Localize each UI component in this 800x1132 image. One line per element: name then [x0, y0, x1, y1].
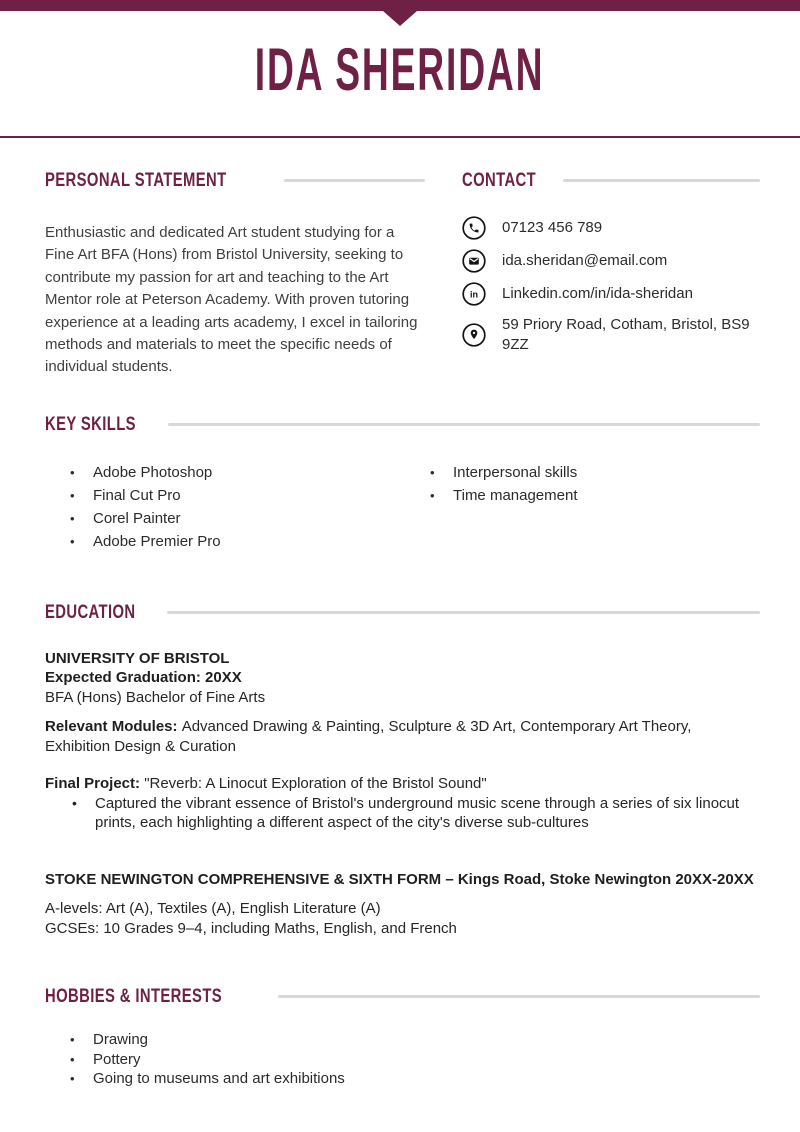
skill-label: Final Cut Pro — [93, 486, 181, 504]
list-item — [70, 461, 430, 484]
svg-text:in: in — [470, 289, 478, 300]
personal-statement-header — [45, 171, 425, 190]
section-rule-line — [167, 611, 760, 614]
list-item — [70, 484, 430, 507]
list-item — [70, 1030, 760, 1050]
bullet-dot: • — [70, 1071, 75, 1087]
final-project-description: Captured the vibrant essence of Bristol's underground music scene through a series of six linocut prints, each highlighting a different aspect of the city's diverse sub-cultures — [95, 794, 740, 832]
skills-list — [45, 461, 760, 553]
modules-text: Advanced Drawing & Painting, Sculpture & 3D Art, Contemporary Art Theory, Exhibition Design & Curation — [45, 718, 692, 755]
key-skills-heading: KEY SKILLS — [45, 413, 136, 435]
skill-label: Adobe Premier Pro — [93, 532, 221, 550]
final-project-title: "Reverb: A Linocut Exploration of the Bristol Sound" — [144, 775, 487, 793]
relevant-modules — [45, 717, 760, 756]
bullet-dot: • — [70, 510, 75, 526]
list-item — [430, 461, 760, 484]
email-address: ida.sheridan@email.com — [502, 252, 668, 269]
skill-label: Time management — [453, 486, 578, 504]
education-heading: EDUCATION — [45, 601, 136, 623]
school-name: STOKE NEWINGTON COMPREHENSIVE & SIXTH FORM – Kings Road, Stoke Newington 20XX-20XX — [45, 870, 754, 888]
bullet-dot: • — [72, 794, 77, 811]
contact-row-linkedin — [462, 282, 760, 306]
contact-row-email — [462, 249, 760, 273]
hobbies-heading: HOBBIES & INTERESTS — [45, 986, 223, 1008]
hobbies-header — [45, 987, 760, 1006]
contact-row-address — [462, 315, 760, 355]
degree-title: BFA (Hons) Bachelor of Fine Arts — [45, 688, 266, 706]
bullet-dot: • — [70, 1051, 75, 1067]
section-rule-line — [563, 179, 760, 182]
a-levels: A-levels: Art (A), Textiles (A), English Literature (A) — [45, 900, 381, 918]
final-project — [45, 774, 760, 794]
hobbies-section — [45, 987, 760, 1089]
email-icon — [462, 249, 486, 273]
list-item — [70, 1069, 760, 1089]
top-columns — [45, 171, 760, 379]
header-ribbon-notch — [383, 11, 417, 26]
list-item — [70, 530, 430, 553]
hobbies-list — [45, 1030, 760, 1089]
school-entry — [45, 870, 760, 939]
bullet-dot: • — [70, 464, 75, 480]
skills-column-2 — [430, 461, 760, 553]
phone-icon — [462, 216, 486, 240]
contact-section — [462, 171, 760, 379]
education-header — [45, 603, 760, 622]
linkedin-url: Linkedin.com/in/ida-sheridan — [502, 285, 693, 302]
section-rule-line — [168, 423, 760, 426]
skill-label: Interpersonal skills — [453, 463, 578, 481]
page-title — [0, 36, 800, 103]
section-rule-line — [278, 995, 760, 998]
skill-label: Corel Painter — [93, 509, 181, 527]
modules-label: Relevant Modules: — [45, 718, 182, 736]
key-skills-section — [45, 415, 760, 553]
university-entry — [45, 649, 760, 833]
skill-label: Adobe Photoshop — [93, 463, 213, 481]
phone-number: 07123 456 789 — [502, 219, 603, 236]
resume-content — [0, 171, 800, 1089]
list-item — [70, 507, 430, 530]
university-name: UNIVERSITY OF BRISTOL — [45, 649, 230, 667]
skills-column-1 — [45, 461, 430, 553]
graduation-date: Expected Graduation: 20XX — [45, 669, 242, 687]
bullet-dot: • — [70, 487, 75, 503]
education-body — [45, 649, 760, 939]
linkedin-icon — [462, 282, 486, 306]
contact-header — [462, 171, 760, 190]
section-rule-line — [284, 179, 425, 182]
personal-statement-section — [45, 171, 425, 379]
header-accent-bar — [0, 0, 800, 11]
bullet-dot: • — [70, 1032, 75, 1048]
final-project-bullet-item — [45, 794, 760, 833]
hobby-label: Pottery — [93, 1050, 141, 1068]
contact-heading: CONTACT — [462, 170, 537, 191]
contact-row-phone — [462, 216, 760, 240]
contact-list — [462, 216, 760, 355]
education-section — [45, 603, 760, 939]
school-results — [45, 899, 760, 938]
key-skills-header — [45, 415, 760, 434]
personal-statement-text: Enthusiastic and dedicated Art student studying for a Fine Art BFA (Hons) from Bristol University, seeking to contribute my passion for art and teaching to the Art Mentor role at Peterson Academy. With proven tutoring experience at a leading arts academy, I excel in tailoring methods and materials to meet the specific needs of individual students. — [45, 224, 418, 376]
personal-statement-heading: PERSONAL STATEMENT — [45, 170, 227, 191]
candidate-name: IDA SHERIDAN — [255, 36, 545, 103]
title-divider-line — [0, 136, 800, 138]
final-project-label: Final Project: — [45, 775, 145, 793]
list-item — [430, 484, 760, 507]
postal-address: 59 Priory Road, Cotham, Bristol, BS9 9ZZ — [502, 316, 750, 353]
bullet-dot: • — [70, 533, 75, 549]
bullet-dot: • — [430, 464, 435, 480]
list-item — [70, 1050, 760, 1070]
hobby-label: Drawing — [93, 1031, 149, 1049]
hobby-label: Going to museums and art exhibitions — [93, 1070, 345, 1088]
location-icon — [462, 323, 486, 347]
bullet-dot: • — [430, 487, 435, 503]
gcses: GCSEs: 10 Grades 9–4, including Maths, English, and French — [45, 919, 457, 937]
